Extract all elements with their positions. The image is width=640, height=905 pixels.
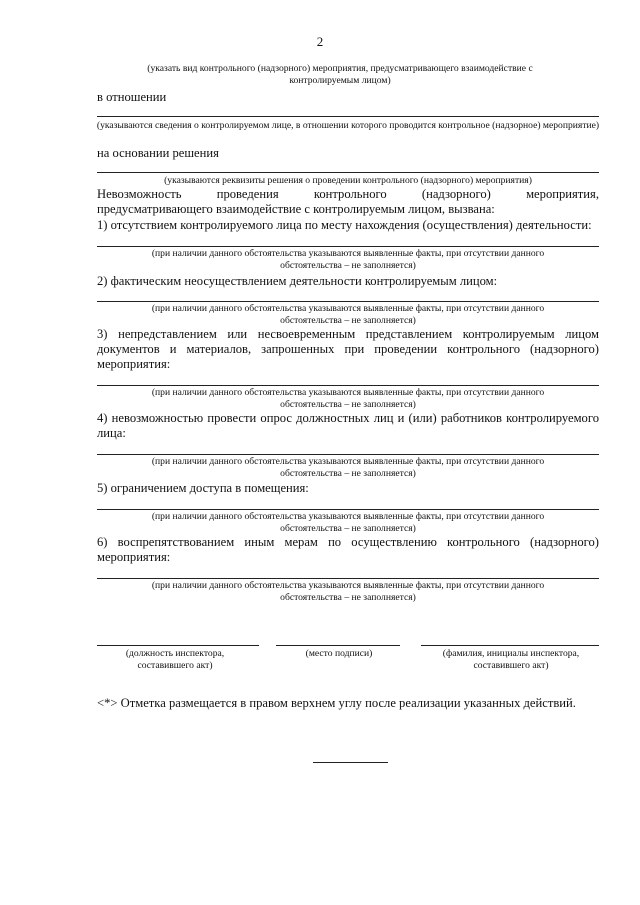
item-4-field-line xyxy=(97,454,599,455)
position-field-line xyxy=(97,645,259,646)
item-6-line-1: 6) воспрепятствованием иным мерам по осуществлению контрольного (надзорного) xyxy=(97,535,599,549)
page-number: 2 xyxy=(316,34,324,49)
item-1-field-line xyxy=(97,246,599,247)
item-4-line-1: 4) невозможностью провести опрос должностных лиц и (или) работников контролируемого xyxy=(97,411,599,425)
item-6-note: (при наличии данного обстоятельства указываются выявленные факты, при отсутствии данного обстоятельства – не заполняется) xyxy=(151,580,545,603)
item-1-absence: 1) отсутствием контролируемого лица по месту нахождения (осуществления) деятельности: xyxy=(97,218,592,232)
intro-line-2: предусматривающего взаимодействие с контролируемым лицом, вызвана: xyxy=(97,202,495,216)
controlled-person-field-line xyxy=(97,116,599,117)
item-6-field-line xyxy=(97,578,599,579)
item-2-field-line xyxy=(97,301,599,302)
item-4-line-2: лица: xyxy=(97,426,126,440)
item-2-note: (при наличии данного обстоятельства указываются выявленные факты, при отсутствии данного обстоятельства – не заполняется) xyxy=(151,303,545,326)
item-5-access: 5) ограничением доступа в помещения: xyxy=(97,481,309,495)
controlled-person-note: (указываются сведения о контролируемом лице, в отношении которого проводится контрольное (надзорное) мероприятие) xyxy=(96,120,600,131)
closing-separator xyxy=(313,762,388,763)
name-caption: (фамилия, инициалы инспектора, составившего акт) xyxy=(442,648,580,671)
regarding-label: в отношении xyxy=(97,90,167,104)
decision-field-line xyxy=(97,172,599,173)
item-6-line-2: мероприятия: xyxy=(97,550,171,564)
intro-line-1: Невозможность проведения контрольного (надзорного) мероприятия, xyxy=(97,187,599,201)
item-5-field-line xyxy=(97,509,599,510)
position-caption: (должность инспектора, составившего акт) xyxy=(125,648,225,671)
item-3-note: (при наличии данного обстоятельства указываются выявленные факты, при отсутствии данного обстоятельства – не заполняется) xyxy=(151,387,545,410)
signature-caption: (место подписи) xyxy=(305,648,373,659)
signature-field-line xyxy=(276,645,400,646)
item-3-line-1: 3) непредставлением или несвоевременным представлением контролируемым лицом xyxy=(97,327,599,341)
item-5-note: (при наличии данного обстоятельства указываются выявленные факты, при отсутствии данного обстоятельства – не заполняется) xyxy=(151,511,545,534)
item-3-line-3: мероприятия: xyxy=(97,357,171,371)
item-4-note: (при наличии данного обстоятельства указываются выявленные факты, при отсутствии данного обстоятельства – не заполняется) xyxy=(151,456,545,479)
event-type-note: (указать вид контрольного (надзорного) мероприятия, предусматривающего взаимодействие с контролируемым лицом) xyxy=(147,63,533,86)
item-1-note: (при наличии данного обстоятельства указываются выявленные факты, при отсутствии данного обстоятельства – не заполняется) xyxy=(151,248,545,271)
footnote: <*> Отметка размещается в правом верхнем углу после реализации указанных действий. xyxy=(97,696,576,710)
item-3-line-2: документов и материалов, запрошенных при проведении контрольного (надзорного) xyxy=(97,342,599,356)
name-field-line xyxy=(421,645,599,646)
basis-label: на основании решения xyxy=(97,146,219,160)
decision-note: (указываются реквизиты решения о проведении контрольного (надзорного) мероприятия) xyxy=(164,175,532,186)
item-3-field-line xyxy=(97,385,599,386)
item-2-no-activity: 2) фактическим неосуществлением деятельности контролируемым лицом: xyxy=(97,274,498,288)
